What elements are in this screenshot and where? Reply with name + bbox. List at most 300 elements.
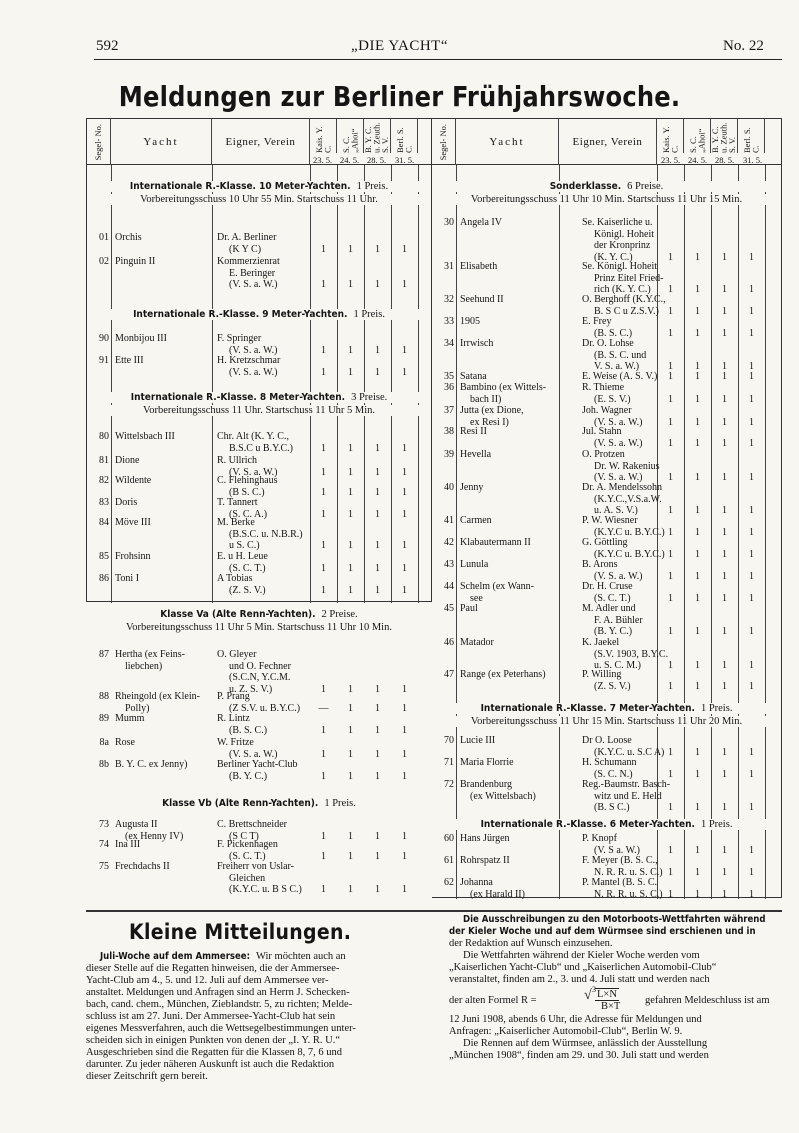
- column-divider: [111, 165, 112, 603]
- race-number: 02: [99, 256, 109, 267]
- race-number: 30: [444, 217, 454, 228]
- header-yacht: Yacht: [111, 119, 212, 165]
- yacht-name: Carmen: [460, 515, 492, 526]
- entry-mark: 1: [749, 526, 754, 538]
- race-number: 75: [99, 861, 109, 872]
- kleine-right-line: Die Rennen auf dem Würmsee, anlässlich der Ausstellung: [463, 1038, 708, 1049]
- entry-mark: 1: [375, 770, 380, 782]
- entry-mark: 1: [402, 442, 407, 454]
- kleine-right-lead: der Kieler Woche und auf dem Würmsee sind erschienen und in: [449, 926, 756, 937]
- entry-mark: 1: [348, 770, 353, 782]
- kleine-text-line: dieser Stelle auf die Regatten hinweisen, die der Ammersee-: [86, 963, 340, 974]
- kleine-text-line: Yacht-Club am 4., 5. und 12. Juli auf dem Ammersee ver-: [86, 975, 329, 986]
- owner-line: (B S. C.): [229, 486, 265, 498]
- section-timing: Vorbereitungsschuss 11 Uhr. Startschuss 11 Uhr 5 Min.: [87, 405, 431, 416]
- entry-mark: 1: [722, 768, 727, 780]
- kleine-text-line: scheiden sich in einigen Punkten von denen der „I. Y. R. U.“: [86, 1035, 340, 1046]
- entry-mark: 1: [668, 660, 673, 671]
- yacht-name-line: Bambino (ex Wittels-: [460, 382, 547, 393]
- yacht-name: Frohsinn: [115, 551, 151, 562]
- entry-mark: 1: [749, 416, 754, 428]
- entry-mark: 1: [402, 830, 407, 842]
- owner-line: C. Brettschneider: [217, 819, 287, 830]
- section-class: Internationale R.-Klasse. 7 Meter-Yachten.: [480, 703, 695, 714]
- entry-mark: 1: [348, 366, 353, 378]
- entry-mark: 1: [722, 592, 727, 604]
- header-kais: Kais. Y. C.: [310, 119, 337, 153]
- owner-line: rich (K. Y. C.): [594, 284, 651, 295]
- race-number: 73: [99, 819, 109, 830]
- owner: [217, 431, 309, 454]
- owner-line: R. Thieme: [582, 382, 625, 393]
- entry-mark: 1: [668, 526, 673, 538]
- entry-mark: 1: [375, 683, 380, 695]
- right-table: [432, 118, 782, 898]
- entry-mark: 1: [695, 327, 700, 339]
- owner-line: (B. Y. C.): [229, 770, 268, 782]
- entry-mark: 1: [722, 888, 727, 900]
- entry-mark: 1: [375, 884, 380, 895]
- entry-mark: 1: [348, 683, 353, 695]
- entry-mark: 1: [722, 626, 727, 637]
- owner-line: W. Fritze: [217, 737, 254, 748]
- owner-line: O. Berghoff (K.Y.C.,: [582, 294, 666, 305]
- entry-mark: 1: [749, 660, 754, 671]
- entry-mark: 1: [348, 584, 353, 596]
- owner-line: P. Prang: [217, 691, 250, 702]
- kleine-right-article: [449, 914, 782, 1062]
- entry-mark: 1: [749, 327, 754, 339]
- entry-mark: 1: [375, 344, 380, 356]
- owner-line: witz und E. Held: [594, 790, 662, 802]
- kleine-right-line: veranstaltet, finden am 2., 3. und 4. Juli statt und werden nach: [449, 974, 710, 985]
- entry-mark: 1: [668, 416, 673, 428]
- race-number: 42: [444, 537, 454, 548]
- entry-mark: 1: [722, 802, 727, 813]
- owner-line: (V. S. a. W.): [229, 366, 278, 378]
- race-number: 33: [444, 316, 454, 327]
- kleine-text-line: bach, cand. chem., München, Zieblandstr. 5, zu richten; Melde-: [86, 999, 353, 1010]
- yacht-name: Hevella: [460, 449, 492, 460]
- kleine-text: Wir möchten auch an: [256, 951, 346, 962]
- entry-mark: 1: [668, 393, 673, 405]
- entry-mark: 1: [321, 279, 326, 290]
- entry-mark: 1: [668, 888, 673, 900]
- owner-line: P. Willing: [582, 669, 622, 680]
- kleine-text-line: anstaltet. Meldungen und Anfragen sind an Herrn J. Schecken-: [86, 987, 350, 998]
- owner: [217, 839, 309, 862]
- section-class: Internationale R.-Klasse. 6 Meter-Yachten.: [480, 819, 695, 830]
- entry-mark: 1: [668, 626, 673, 637]
- owner-line: (V. S a. W.): [594, 844, 640, 856]
- owner-line: (B. Y. C.): [594, 626, 633, 637]
- entry-mark: 1: [321, 770, 326, 782]
- entry-mark: 1: [722, 251, 727, 263]
- entry-mark: 1: [749, 768, 754, 780]
- entry-mark: 1: [321, 344, 326, 356]
- owner-line: Chr. Alt (K. Y. C.,: [217, 431, 289, 442]
- owner-line: B. S C u Z.S.V.): [594, 305, 659, 317]
- owner-line: O. Gleyer: [217, 649, 257, 660]
- entry-mark: 1: [695, 680, 700, 692]
- entry-mark: 1: [348, 850, 353, 862]
- section-title: [87, 309, 431, 320]
- yacht-name: 1905: [460, 316, 480, 327]
- yacht-name: Matador: [460, 637, 494, 648]
- entry-mark: 1: [695, 866, 700, 878]
- race-number: 80: [99, 431, 109, 442]
- entry-mark: 1: [402, 243, 407, 255]
- owner-line: der Kronprinz: [594, 240, 651, 251]
- race-number: 85: [99, 551, 109, 562]
- entry-mark: 1: [668, 746, 673, 758]
- entry-mark: 1: [375, 486, 380, 498]
- owner-line: (V. S. a. W.): [229, 466, 278, 478]
- entry-mark: 1: [375, 540, 380, 551]
- yacht-name: Toni I: [115, 573, 140, 584]
- entry-mark: 1: [722, 472, 727, 483]
- owner-line: (B. S C.): [594, 802, 630, 813]
- yacht-name-line: Jutta (ex Dione,: [460, 405, 524, 416]
- yacht-name: Rohrspatz II: [460, 855, 510, 866]
- race-number: 83: [99, 497, 109, 508]
- kleine-right-lead: Die Ausschreibungen zu den Motorboots-Wettfahrten während: [463, 914, 766, 925]
- yacht-name: [460, 877, 560, 900]
- yacht-name: Frechdachs II: [115, 861, 170, 872]
- yacht-name: [460, 405, 560, 428]
- yacht-name: Wildente: [115, 475, 152, 486]
- entry-mark: 1: [722, 437, 727, 449]
- page-title: Meldungen zur Berliner Frühjahrswoche.: [118, 80, 681, 113]
- header-yacht: Yacht: [456, 119, 559, 165]
- entry-mark: 1: [749, 472, 754, 483]
- section-title: [87, 609, 431, 620]
- entry-mark: 1: [668, 305, 673, 317]
- owner-line: Gleichen: [229, 872, 266, 884]
- entry-mark: 1: [668, 361, 673, 372]
- entry-mark: 1: [402, 366, 407, 378]
- kleine-right-line: der Redaktion auf Wunsch einzusehen.: [449, 938, 613, 949]
- owner-line: Dr. W. Rakenius: [594, 460, 660, 472]
- header-eigner: Eigner, Verein: [212, 119, 310, 165]
- entry-mark: 1: [321, 584, 326, 596]
- entry-mark: 1: [375, 508, 380, 520]
- section-timing: Vorbereitungsschuss 11 Uhr 15 Min. Startschuss 11 Uhr 20 Min.: [432, 716, 781, 727]
- kleine-title: Kleine Mitteilungen.: [129, 920, 352, 944]
- yacht-name: Ina III: [115, 839, 141, 850]
- column-divider: [456, 165, 457, 899]
- race-number: 86: [99, 573, 109, 584]
- race-number: 82: [99, 475, 109, 486]
- race-number: 72: [444, 779, 454, 790]
- entry-mark: 1: [722, 660, 727, 671]
- owner-line: Jul. Stahn: [582, 426, 622, 437]
- yacht-name: Pinguin II: [115, 256, 156, 267]
- entry-mark: 1: [348, 344, 353, 356]
- entry-mark: 1: [695, 844, 700, 856]
- entry-mark: 1: [402, 748, 407, 760]
- yacht-name-line: (ex Harald II): [470, 888, 525, 900]
- section-prize: 1 Preis.: [324, 798, 356, 809]
- owner-line: Freiherr von Uslar-: [217, 861, 294, 872]
- race-number: 70: [444, 735, 454, 746]
- entry-mark: 1: [695, 251, 700, 263]
- entry-mark: 1: [375, 748, 380, 760]
- section-prize: 2 Preise.: [321, 609, 358, 620]
- owner-line: (S. C. T.): [229, 850, 266, 862]
- entry-mark: 1: [722, 416, 727, 428]
- owner-line: V. S. a. W.): [594, 361, 640, 372]
- owner-line: E. Weise (A. S. V.): [582, 371, 658, 382]
- entry-mark: 1: [321, 724, 326, 736]
- race-number: 88: [99, 691, 109, 702]
- yacht-name-line: (ex Henny IV): [125, 830, 184, 842]
- entry-mark: 1: [321, 830, 326, 842]
- entry-mark: 1: [348, 508, 353, 520]
- owner-line: Berliner Yacht-Club: [217, 759, 298, 770]
- entry-mark: 1: [348, 486, 353, 498]
- owner: [217, 475, 309, 498]
- entry-mark: 1: [749, 371, 754, 382]
- entry-mark: 1: [722, 680, 727, 692]
- column-divider: [310, 165, 311, 603]
- owner-line: (S. C. N.): [594, 768, 633, 780]
- entry-mark: 1: [749, 305, 754, 317]
- header-segel: Segel- No.: [87, 119, 111, 165]
- entry-mark: 1: [668, 768, 673, 780]
- race-number: 8a: [99, 737, 109, 748]
- section-prize: 3 Preise.: [351, 392, 388, 403]
- entry-mark: 1: [749, 548, 754, 560]
- entry-mark: 1: [749, 680, 754, 692]
- page-number: 592: [96, 38, 119, 54]
- yacht-name: Irrwisch: [460, 338, 494, 349]
- entry-mark: 1: [321, 508, 326, 520]
- entry-mark: 1: [375, 724, 380, 736]
- entry-mark: 1: [722, 327, 727, 339]
- yacht-name-line: bach II): [470, 393, 502, 405]
- owner: [217, 759, 309, 782]
- owner-line: Kommerzienrat: [217, 256, 280, 267]
- owner-line: Joh. Wagner: [582, 405, 632, 416]
- owner-line: (Z. S. V.): [594, 680, 631, 692]
- section-title: [432, 819, 781, 830]
- date-2: 24. 5.: [340, 155, 360, 165]
- owner-line: E. Frey: [582, 316, 612, 327]
- yacht-name-line: Johanna: [460, 877, 493, 888]
- entry-mark: 1: [695, 626, 700, 637]
- owner: [217, 861, 309, 896]
- kleine-lead: Juli-Woche auf dem Ammersee:: [100, 951, 251, 962]
- section-timing: Vorbereitungsschuss 11 Uhr 5 Min. Startschuss 11 Uhr 10 Min.: [87, 622, 431, 633]
- owner-line: K. Jaekel: [582, 637, 620, 648]
- entry-mark: 1: [321, 748, 326, 760]
- entry-mark: 1: [321, 683, 326, 695]
- issue-number: No. 22: [723, 38, 764, 54]
- formula-root-index: 3: [592, 985, 596, 994]
- owner-line: (K. Y. C.): [594, 251, 633, 263]
- yacht-name: Maria Florrie: [460, 757, 514, 768]
- yacht-name: Lunula: [460, 559, 489, 570]
- header-segel: Segel- No.: [432, 119, 456, 165]
- race-number: 31: [444, 261, 454, 272]
- entry-mark: 1: [722, 393, 727, 405]
- owner-line: F. Springer: [217, 333, 262, 344]
- kleine-right-line: „München 1908“, finden am 29. und 30. Juli statt und werden: [449, 1050, 709, 1061]
- entry-mark: 1: [668, 570, 673, 582]
- entry-mark: 1: [695, 746, 700, 758]
- entry-mark: 1: [321, 486, 326, 498]
- owner-line: F. Pickenhagen: [217, 839, 278, 850]
- section-timing: Vorbereitungsschuss 10 Uhr 55 Min. Startschuss 11 Uhr.: [87, 194, 431, 205]
- kleine-right-line: 12 Juni 1908, abends 6 Uhr, die Adresse für Meldungen und: [449, 1014, 702, 1025]
- entry-mark: 1: [749, 802, 754, 813]
- owner-line: (S. C. A.): [229, 508, 268, 520]
- yacht-name: Dione: [115, 455, 140, 466]
- owner-line: (S.V. 1903, B.Y.C.: [594, 648, 669, 660]
- section-class: Sonderklasse.: [549, 181, 622, 192]
- yacht-name: Resi II: [460, 426, 487, 437]
- date-3: 28. 5.: [367, 155, 387, 165]
- yacht-name: Wittelsbach III: [115, 431, 175, 442]
- yacht-name-line: (ex Wittelsbach): [470, 790, 536, 802]
- yacht-name: B. Y. C. ex Jenny): [115, 759, 188, 770]
- entry-mark: 1: [402, 466, 407, 478]
- entry-mark: 1: [722, 548, 727, 560]
- entry-mark: 1: [321, 243, 326, 255]
- yacht-name: [115, 649, 211, 672]
- formula-post: gefahren Meldeschluss ist am: [645, 995, 770, 1006]
- owner-line: P. W. Wiesner: [582, 515, 638, 526]
- entry-mark: —: [318, 702, 329, 714]
- entry-mark: 1: [321, 540, 326, 551]
- entry-mark: 1: [402, 683, 407, 695]
- kleine-right-line: „Kaiserlichen Yacht-Club“ und „Kaiserlichen Automobil-Club“: [449, 962, 717, 973]
- entry-mark: 1: [375, 442, 380, 454]
- right-table-header: [432, 119, 781, 165]
- entry-mark: 1: [348, 884, 353, 895]
- entry-mark: 1: [722, 526, 727, 538]
- entry-mark: 1: [749, 626, 754, 637]
- race-number: 32: [444, 294, 454, 305]
- race-number: 61: [444, 855, 454, 866]
- section-class: Internationale R.-Klasse. 8 Meter-Yachten.: [130, 392, 346, 403]
- owner-line: Se. Königl. Hoheit: [582, 261, 657, 272]
- section-prize: 6 Preise.: [627, 181, 664, 192]
- owner-line: R. Lintz: [217, 713, 250, 724]
- owner-line: T. Tannert: [217, 497, 258, 508]
- entry-mark: 1: [375, 243, 380, 255]
- entry-mark: 1: [348, 562, 353, 574]
- entry-mark: 1: [695, 570, 700, 582]
- yacht-name-line: Rheingold (ex Klein-: [115, 691, 200, 702]
- owner: [217, 737, 309, 760]
- entry-mark: 1: [402, 702, 407, 714]
- section-class: Internationale R.-Klasse. 10 Meter-Yachten.: [129, 181, 351, 192]
- kleine-right-line: Die Wettfahrten während der Kieler Woche werden vom: [463, 950, 700, 961]
- entry-mark: 1: [375, 702, 380, 714]
- header-ahoi: S. C. „Ahoi“: [684, 119, 711, 153]
- race-number: 87: [99, 649, 109, 660]
- entry-mark: 1: [749, 505, 754, 516]
- race-number: 41: [444, 515, 454, 526]
- owner-line: (Z S.V. u. B.Y.C.): [229, 702, 301, 714]
- entry-mark: 1: [722, 361, 727, 372]
- entry-mark: 1: [348, 540, 353, 551]
- owner-line: C. Flehinghaus: [217, 475, 278, 486]
- yacht-name: Möve III: [115, 517, 151, 528]
- owner-line: (S C T): [229, 830, 259, 842]
- entry-mark: 1: [348, 724, 353, 736]
- race-number: 74: [99, 839, 109, 850]
- entry-mark: 1: [402, 486, 407, 498]
- owner-line: (E. S. V.): [594, 393, 631, 405]
- entry-mark: 1: [668, 472, 673, 483]
- date-2: 24. 5.: [688, 155, 708, 165]
- entry-mark: 1: [749, 361, 754, 372]
- yacht-name-line: Polly): [125, 702, 150, 714]
- entry-mark: 1: [402, 279, 407, 290]
- owner: [217, 713, 309, 736]
- owner: [217, 573, 309, 596]
- yacht-name: Monbijou III: [115, 333, 167, 344]
- yacht-name: Satana: [460, 371, 487, 382]
- yacht-name: Paul: [460, 603, 478, 614]
- owner-line: M. Adler und: [582, 603, 636, 614]
- owner-line: E. u H. Leue: [217, 551, 268, 562]
- kleine-text-line: schluss ist am 27. Juni. Der Ammersee-Yacht-Club hat sein: [86, 1011, 336, 1022]
- section-title: [432, 703, 781, 714]
- date-4: 31. 5.: [743, 155, 763, 165]
- owner-line: O. Protzen: [582, 449, 625, 460]
- owner-line: N. R. R. u. S. C.): [594, 866, 663, 878]
- owner-line: G. Göttling: [582, 537, 628, 548]
- entry-mark: 1: [321, 442, 326, 454]
- header-byc: B. Y. C. u. Zeuth. S. V.: [364, 119, 391, 153]
- entry-mark: 1: [668, 680, 673, 692]
- owner-line: B.S.C u B.Y.C.): [229, 442, 294, 454]
- owner-line: E. Beringer: [229, 267, 276, 279]
- owner-line: (K.Y.C u. B.Y.C.): [594, 526, 665, 538]
- entry-mark: 1: [749, 888, 754, 900]
- owner-line: (V. S. a. W.): [229, 279, 278, 290]
- owner: [217, 232, 309, 255]
- section-class: Klasse Vb (Alte Renn-Yachten).: [162, 798, 319, 809]
- owner-line: Königl. Hoheit: [594, 228, 654, 240]
- entry-mark: 1: [375, 366, 380, 378]
- yacht-name-line: Hertha (ex Feins-: [115, 649, 185, 660]
- owner-line: F. Meyer (B. S. C.,: [582, 855, 658, 866]
- race-number: 44: [444, 581, 454, 592]
- yacht-name: Orchis: [115, 232, 142, 243]
- owner: [217, 691, 309, 714]
- section-class: Internationale R.-Klasse. 9 Meter-Yachten.: [133, 309, 348, 320]
- entry-mark: 1: [402, 884, 407, 895]
- entry-mark: 1: [321, 850, 326, 862]
- owner-line: Prinz Eitel Fried-: [594, 272, 664, 284]
- section-prize: 1 Preis.: [353, 309, 385, 320]
- yacht-name-line: liebchen): [125, 660, 163, 672]
- owner-line: u. Z. S. V.): [229, 683, 273, 695]
- header-berl: Berl. S. C.: [738, 119, 765, 153]
- race-number: 46: [444, 637, 454, 648]
- formula-pre: der alten Formel R =: [449, 995, 537, 1006]
- entry-mark: 1: [668, 327, 673, 339]
- yacht-name: Ette III: [115, 355, 144, 366]
- entry-mark: 1: [668, 802, 673, 813]
- owner-line: H. Kretzschmar: [217, 355, 281, 366]
- column-divider: [765, 165, 766, 899]
